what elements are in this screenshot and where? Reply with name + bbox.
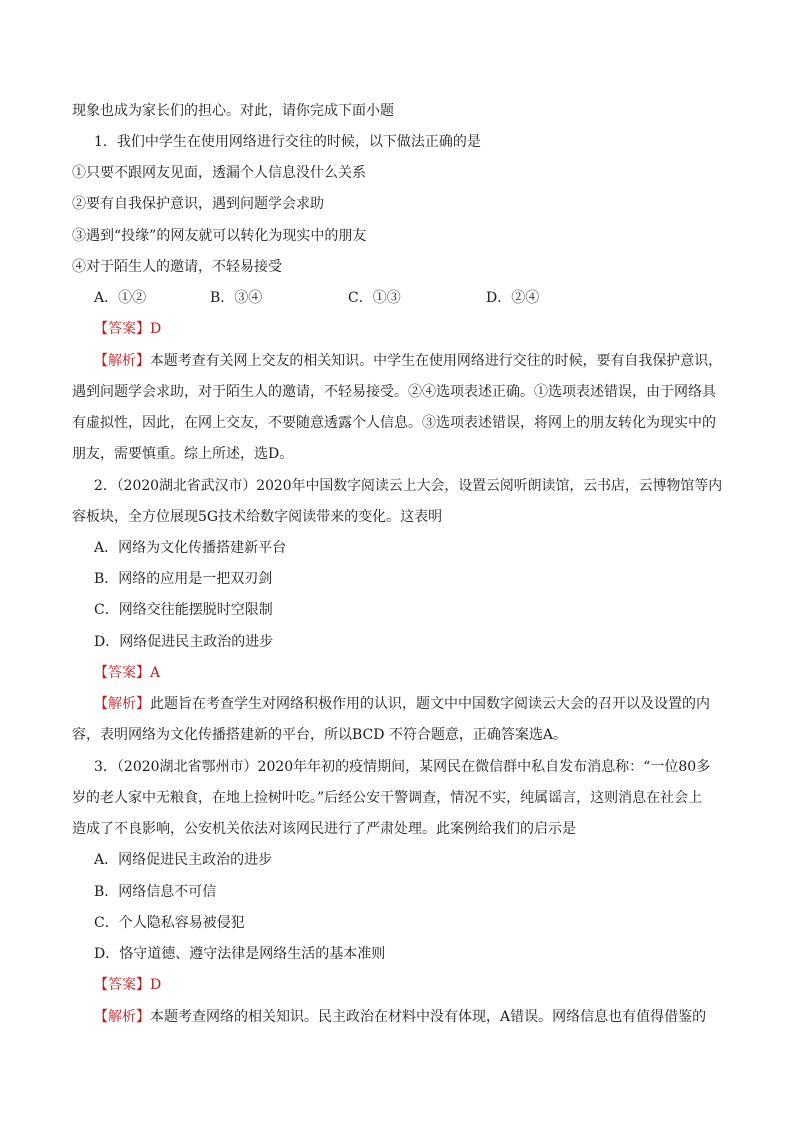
q1-analysis-line-1 bbox=[94, 351, 722, 371]
q1-item-3: ③遇到“投缘”的网友就可以转化为现实中的朋友 bbox=[72, 228, 367, 244]
q3-answer-label: 【答案】 bbox=[94, 977, 150, 993]
q3-analysis-text-1: 本题考查网络的相关知识。民主政治在材料中没有体现，A错误。网络信息也有值得借鉴的 bbox=[150, 1009, 707, 1025]
q2-answer bbox=[94, 663, 160, 683]
q1-analysis-text-1: 本题考查有关网上交友的相关知识。中学生在使用网络进行交往的时候，要有自我保护意识， bbox=[149, 353, 723, 369]
q1-option-a: A．①② bbox=[94, 290, 147, 306]
intro-text: 现象也成为家长们的担心。对此，请你完成下面小题 bbox=[72, 103, 394, 119]
q3-option-a: A．网络促进民主政治的进步 bbox=[94, 852, 273, 868]
q2-analysis-line-1 bbox=[94, 694, 710, 714]
q2-stem-line-2: 容板块，全方位展现5G技术给数字阅读带来的变化。这表明 bbox=[72, 509, 443, 525]
q1-item-1: ①只要不跟网友见面，透漏个人信息没什么关系 bbox=[72, 165, 366, 181]
q2-answer-value: A bbox=[150, 665, 161, 681]
q2-option-d: D．网络促进民主政治的进步 bbox=[94, 634, 274, 650]
q3-stem-line-2: 岁的老人家中无粮食，在地上捡树叶吃。”后经公安干警调查，情况不实，纯属谣言，这则消息在社会上 bbox=[72, 790, 703, 806]
q1-option-b: B．③④ bbox=[210, 290, 263, 306]
q1-analysis-line-3: 有虚拟性，因此，在网上交友，不要随意透露个人信息。③选项表述错误，将网上的朋友转化为现实中的 bbox=[72, 415, 716, 431]
q2-stem-line-1: 2．（2020湖北省武汉市）2020年中国数字阅读云上大会，设置云阅听朗读馆，云书店，云博物馆等内 bbox=[94, 478, 723, 494]
q1-option-d: D．②④ bbox=[486, 290, 540, 306]
q3-analysis-line-1 bbox=[94, 1007, 706, 1027]
q3-answer-value: D bbox=[150, 977, 162, 993]
q1-answer bbox=[94, 319, 161, 339]
q1-analysis-line-2: 遇到问题学会求助，对于陌生人的邀请，不轻易接受。②④选项表述正确。①选项表述错误，由于网络具 bbox=[72, 384, 716, 400]
q2-answer-label: 【答案】 bbox=[94, 665, 150, 681]
q1-analysis-label: 【解析】 bbox=[94, 353, 150, 369]
q2-option-a: A．网络为文化传播搭建新平台 bbox=[94, 540, 287, 556]
q1-answer-value: D bbox=[150, 321, 162, 337]
q2-option-c: C．网络交往能摆脱时空限制 bbox=[94, 602, 273, 618]
q3-option-c: C．个人隐私容易被侵犯 bbox=[94, 915, 245, 931]
q2-option-b: B．网络的应用是一把双刃剑 bbox=[94, 571, 273, 587]
q1-answer-label: 【答案】 bbox=[94, 321, 150, 337]
q3-option-b: B．网络信息不可信 bbox=[94, 884, 217, 900]
q1-stem: 1．我们中学生在使用网络进行交往的时候，以下做法正确的是 bbox=[94, 134, 481, 150]
q3-stem-line-1: 3．（2020湖北省鄂州市）2020年年初的疫情期间，某网民在微信群中私自发布消息称：“一位80多 bbox=[94, 759, 711, 775]
q3-analysis-label: 【解析】 bbox=[94, 1009, 150, 1025]
q2-analysis-text-1: 此题旨在考查学生对网络积极作用的认识，题文中中国数字阅读云大会的召开以及设置的内 bbox=[150, 696, 710, 712]
q2-analysis-line-2: 容，表明网络为文化传播搭建新的平台，所以BCD 不符合题意，正确答案选A。 bbox=[72, 727, 568, 743]
q1-analysis-line-4: 朋友，需要慎重。综上所述，选D。 bbox=[72, 446, 294, 462]
q3-option-d: D．恪守道德、遵守法律是网络生活的基本准则 bbox=[94, 946, 386, 962]
q3-answer bbox=[94, 975, 161, 995]
q1-item-4: ④对于陌生人的邀请，不轻易接受 bbox=[72, 259, 282, 275]
q3-stem-line-3: 造成了不良影响，公安机关依法对该网民进行了严肃处理。此案例给我们的启示是 bbox=[72, 821, 576, 837]
q1-item-2: ②要有自我保护意识，遇到问题学会求助 bbox=[72, 196, 324, 212]
q2-analysis-label: 【解析】 bbox=[94, 696, 150, 712]
q1-option-c: C．①③ bbox=[348, 290, 401, 306]
